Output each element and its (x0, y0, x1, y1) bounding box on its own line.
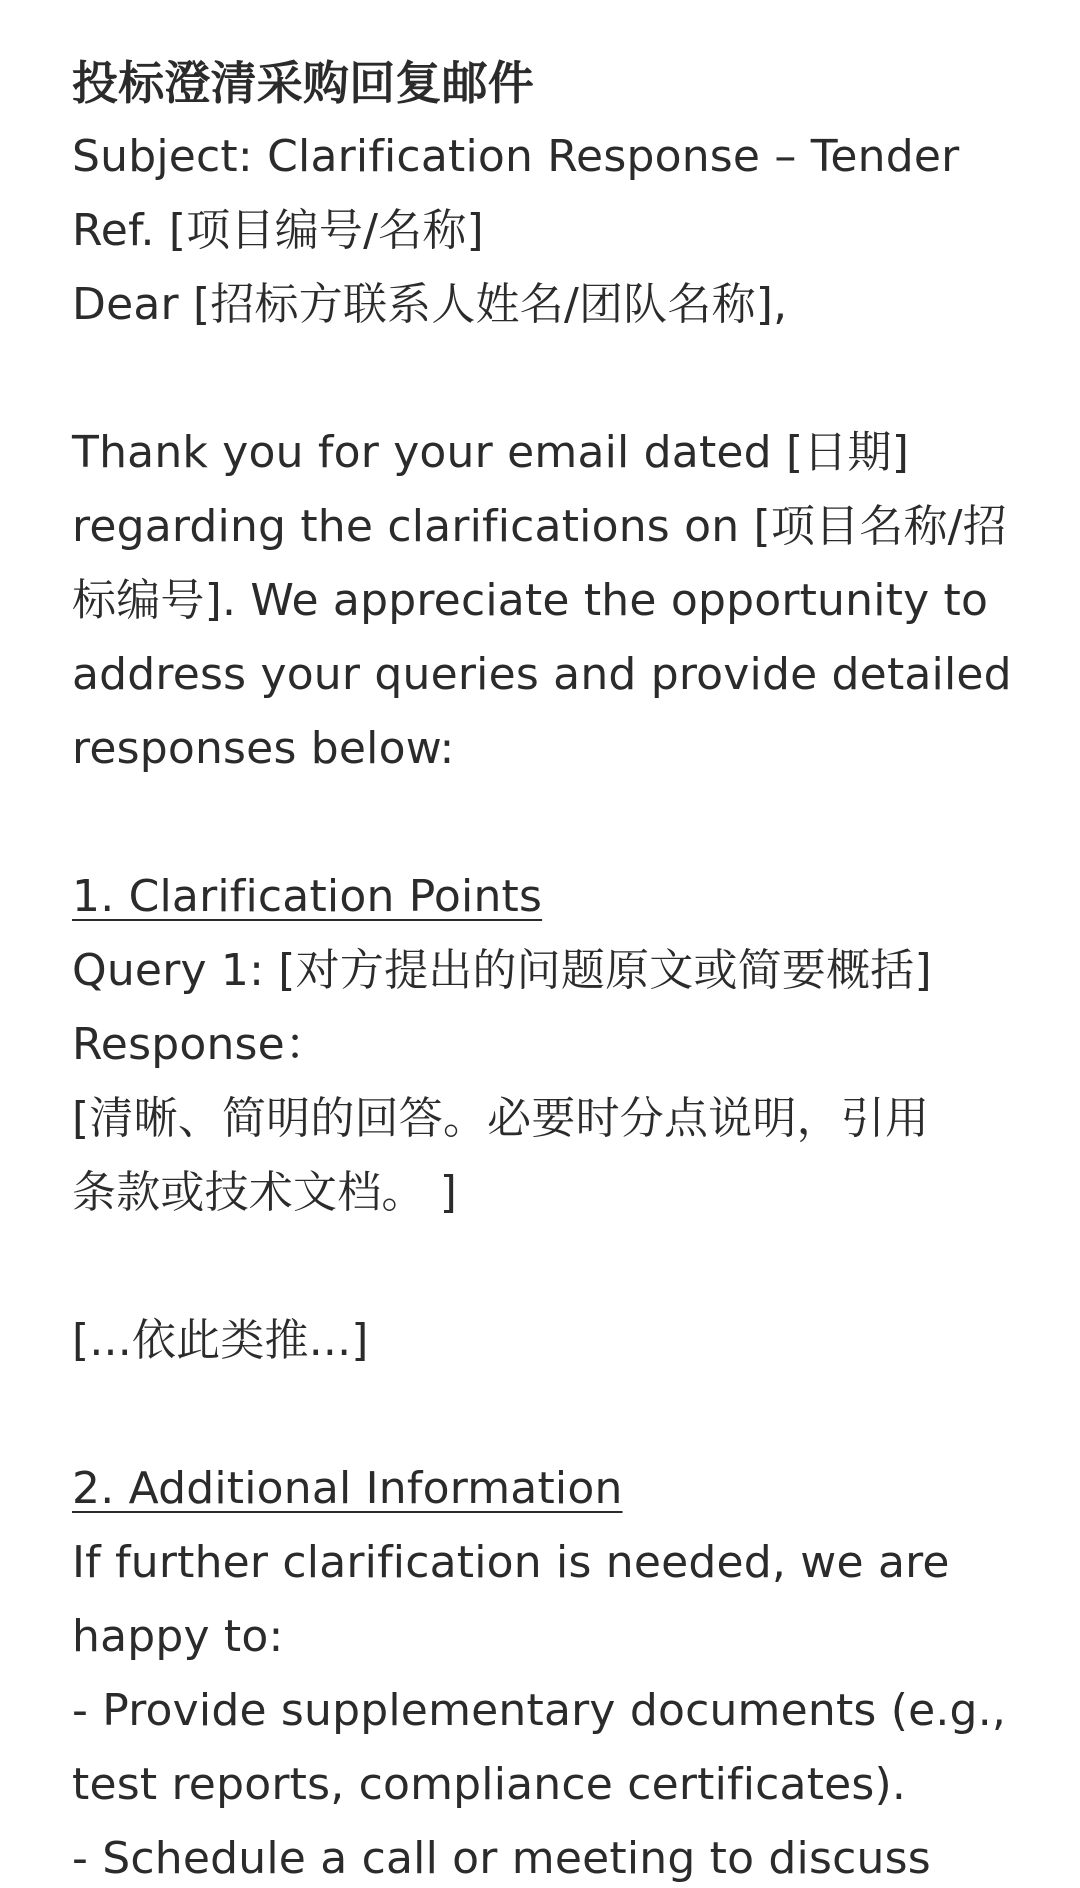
intro-line-2: regarding the clarifications on [项目名称/招 (72, 501, 1007, 552)
section-2-intro-line-2: happy to: (72, 1611, 284, 1662)
intro-line-5: responses below: (72, 723, 455, 774)
section-2-heading: 2. Additional Information (72, 1463, 623, 1514)
bullet-line-2: test reports, compliance certificates). (72, 1759, 907, 1810)
response-line-1: [清晰、简明的回答。必要时分点说明，引用 (72, 1093, 930, 1144)
spacer (72, 786, 1032, 860)
response-line-2: 条款或技术文档。 ] (72, 1167, 458, 1218)
response-label: Response： (72, 1019, 330, 1070)
intro-line-4: address your queries and provide detailed (72, 649, 1012, 700)
bullet-line-3: - Schedule a call or meeting to discuss (72, 1833, 931, 1884)
intro-line-1: Thank you for your email dated [日期] (72, 427, 910, 478)
greeting: Dear [招标方联系人姓名/团队名称], (72, 279, 788, 330)
email-body (72, 46, 1032, 1888)
subject-line-2: Ref. [项目编号/名称] (72, 205, 484, 256)
bullet-line-1: - Provide supplementary documents (e.g., (72, 1685, 1007, 1736)
section-1-heading: 1. Clarification Points (72, 871, 543, 922)
ellipsis-note: [...依此类推...] (72, 1315, 369, 1366)
spacer (72, 1230, 1032, 1304)
section-2-intro-line-1: If further clarification is needed, we are (72, 1537, 950, 1588)
document-title: 投标澄清采购回复邮件 (72, 56, 534, 110)
spacer (72, 1378, 1032, 1452)
subject-line-1: Subject: Clarification Response – Tender (72, 131, 960, 182)
intro-line-3: 标编号]. We appreciate the opportunity to (72, 575, 989, 626)
query-1: Query 1: [对方提出的问题原文或简要概括] (72, 945, 932, 996)
spacer (72, 342, 1032, 416)
